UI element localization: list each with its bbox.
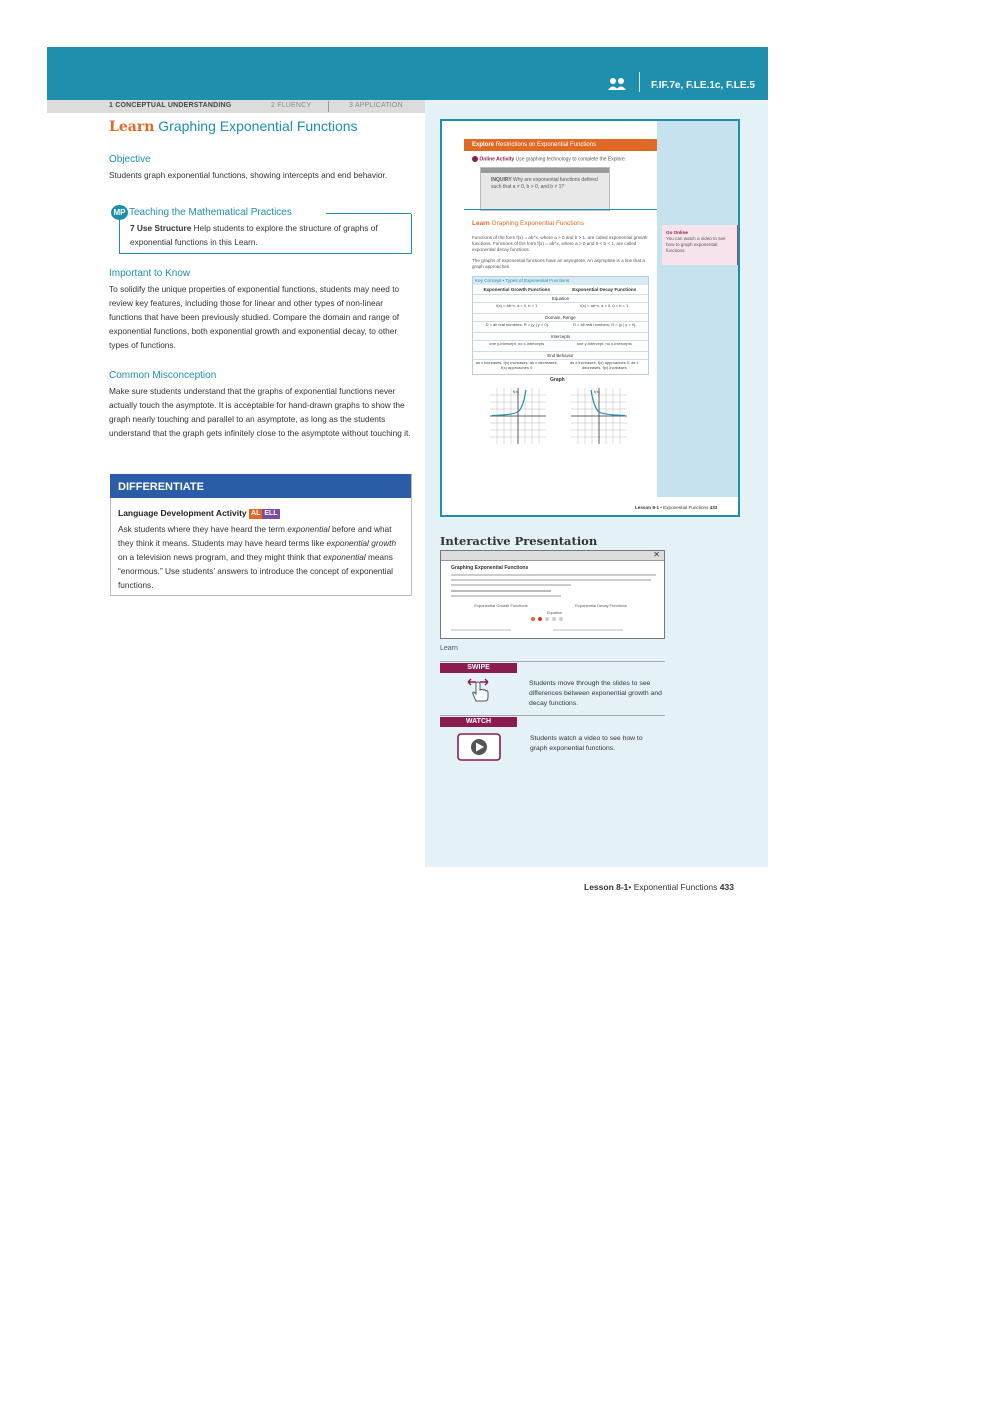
practices-body [130, 221, 402, 249]
thumb-para-2: The graphs of exponential functions have an asymptote. An asymptote is a line that a graph approaches. [472, 258, 645, 269]
activity-label: Language Development Activity [118, 508, 247, 518]
tab-application[interactable]: 3 APPLICATION [349, 102, 403, 109]
key-concept-header: Exponential Growth Functions Exponential Decay Functions [483, 287, 637, 292]
thumb-rule [464, 209, 657, 210]
practices-rule [326, 213, 411, 214]
key-concept-section: Equation [473, 294, 648, 302]
screenshot-line-5 [451, 595, 561, 597]
footer-title: Exponential Functions [633, 882, 718, 892]
divider-swipe [440, 661, 665, 662]
standards-label: F.IF.7e, F.LE.1c, F.LE.5 [651, 80, 755, 91]
key-concept-row [473, 340, 648, 351]
tab-fluency[interactable]: 2 FLUENCY [271, 102, 312, 109]
watch-text: Students watch a video to see how to graph exponential functions. [530, 735, 643, 752]
key-concept-title: Key Concept • Types of Exponential Functions [473, 277, 648, 285]
key-concept-section: Domain, Range [473, 313, 648, 321]
growth-graph [490, 388, 546, 444]
decay-axis-label: f(x) [594, 389, 600, 394]
misconception-heading: Common Misconception [109, 370, 217, 381]
practices-box [119, 214, 412, 254]
interactive-heading: Interactive Presentation [440, 534, 598, 548]
watch-label: WATCH [440, 717, 517, 727]
explore-bar: Explore Restrictions on Exponential Functions [464, 139, 657, 151]
key-concept-cell-growth: D = all real numbers; R = {y | y > 0} [485, 322, 548, 327]
practices-heading: Teaching the Mathematical Practices [129, 207, 296, 218]
key-concept-cell-growth: one y-intercept, no x-intercepts [489, 341, 545, 346]
objective-text: Students graph exponential functions, showing intercepts and end behavior. [109, 170, 388, 180]
screenshot-line-3 [451, 584, 571, 586]
online-icon [472, 156, 478, 162]
screenshot-line-6 [451, 629, 511, 631]
key-concept-table [472, 276, 649, 375]
practices-bold: 7 Use Structure [130, 223, 192, 233]
close-icon[interactable]: ✕ [653, 550, 660, 559]
swipe-label: SWIPE [440, 663, 517, 673]
key-concept-section: Intercepts [473, 332, 648, 340]
screenshot-nav[interactable] [531, 617, 571, 623]
go-online-text: Go Online You can watch a video to see how to graph exponential functions. [666, 230, 726, 253]
key-concept-row [473, 359, 648, 370]
misconception-text: Make sure students understand that the graphs of exponential functions never actually touch the asymptote. It is acceptable for hand-drawn graphs to show the graph nearly touching and parallel to an asymptote, as long as the students understand that the graph gets infinitely close to the asymptote without touching it. [109, 386, 411, 438]
growth-axis-label: f(x) [513, 389, 519, 394]
graph-label: Graph [550, 377, 565, 383]
online-activity: Online Activity Use graphing technology to complete the Explore. [472, 156, 626, 163]
key-concept-cell-decay: one y-intercept, no x-intercepts [576, 341, 632, 346]
thumb-para-1: Functions of the form f(x) = ab^x, where a > 0 and b > 1, are called exponential growth functions. Functions of the form f(x) = ab^x, where a > 0 and 0 < b < 1, are called exponential decay functions. [472, 235, 648, 252]
screenshot-line-4 [451, 590, 551, 592]
screenshot-line-7 [553, 629, 623, 631]
key-concept-section: End Behavior [473, 351, 648, 359]
important-text: To solidify the unique properties of exponential functions, students may need to review key features, including those for linear and other types of non-linear functions that have been previously studied. Compare the domain and range of exponential functions, both exponential growth and exponential decay, to other types of functions. [109, 284, 400, 350]
presentation-screenshot[interactable] [440, 550, 665, 639]
key-concept-cell-decay: as x increases, f(x) approaches 0; as x decreases, f(x) increases [570, 360, 639, 370]
page-footer [584, 882, 734, 892]
thumbnail-sidebar [657, 121, 740, 497]
key-concept-rows [473, 294, 648, 370]
ell-badge: ELL [264, 509, 278, 517]
key-concept-row [473, 321, 648, 332]
differentiate-text: Ask students where they have heard the term exponential before and what they think it means. Students may have heard terms like exponential growth on a television news program, and they might think that exponential means “enormous.” Use students’ answers to introduce the concept of exponential functions. [118, 524, 397, 590]
practices-text: Help students to explore the structure of graphs of exponential functions in this Learn. [130, 223, 378, 247]
thumb-learn-title: Learn Graphing Exponential Functions [472, 220, 585, 227]
presentation-caption: Learn [440, 645, 458, 652]
people-icon [608, 77, 626, 91]
key-concept-cell-growth: f(x) = ab^x, a > 0, b > 1 [496, 303, 538, 308]
video-play-icon[interactable] [457, 733, 501, 761]
mp-badge-icon: MP [111, 205, 128, 220]
swipe-text: Students move through the slides to see differences between exponential growth and decay functions. [529, 680, 662, 707]
screenshot-section: Equation [547, 611, 562, 615]
key-concept-cell-growth: as x increases, f(x) increases; as x decreases, f(x) approaches 0 [475, 360, 558, 370]
inquiry-box-bar [481, 168, 609, 173]
footer-lesson: Lesson 8-1 [584, 882, 629, 892]
key-concept-row [473, 302, 648, 313]
header-divider [639, 72, 640, 92]
divider-watch [440, 715, 665, 716]
tab-divider [328, 101, 329, 112]
screenshot-line-1 [451, 574, 656, 576]
footer-bullet: • [628, 882, 632, 892]
screenshot-columns: Exponential Growth Functions Exponential Decay Functions [474, 603, 627, 608]
title-text: Graphing Exponential Functions [158, 118, 358, 134]
progress-tabs [47, 100, 425, 113]
footer-page: 433 [719, 882, 734, 892]
swipe-hand-icon [466, 677, 492, 703]
activity-title [118, 508, 280, 519]
student-page-thumbnail [440, 119, 740, 517]
key-concept-cell-decay: D = all real numbers; R = {y | y > 0} [573, 322, 636, 327]
differentiate-heading: DIFFERENTIATE [110, 474, 411, 498]
screenshot-line-2 [451, 579, 651, 581]
key-concept-cell-decay: f(x) = ab^x, a > 0, 0 < b < 1 [580, 303, 629, 308]
learn-label: Learn [109, 119, 155, 135]
al-badge: AL [251, 509, 261, 517]
objective-heading: Objective [109, 154, 151, 165]
page-title [109, 118, 358, 135]
inquiry-box [480, 167, 610, 211]
screenshot-title: Graphing Exponential Functions [451, 565, 529, 571]
tab-conceptual[interactable]: 1 CONCEPTUAL UNDERSTANDING [109, 102, 232, 109]
decay-graph [571, 388, 627, 444]
inquiry-text: INQUIRY Why are exponential functions defined such that a ≠ 0, b > 0, and b ≠ 1? [491, 177, 598, 190]
important-heading: Important to Know [109, 268, 191, 279]
header-banner [47, 47, 768, 100]
screenshot-bar [441, 551, 664, 561]
go-online-box [662, 225, 740, 265]
thumb-footer: Lesson 8-1 • Exponential Functions 433 [635, 505, 718, 510]
